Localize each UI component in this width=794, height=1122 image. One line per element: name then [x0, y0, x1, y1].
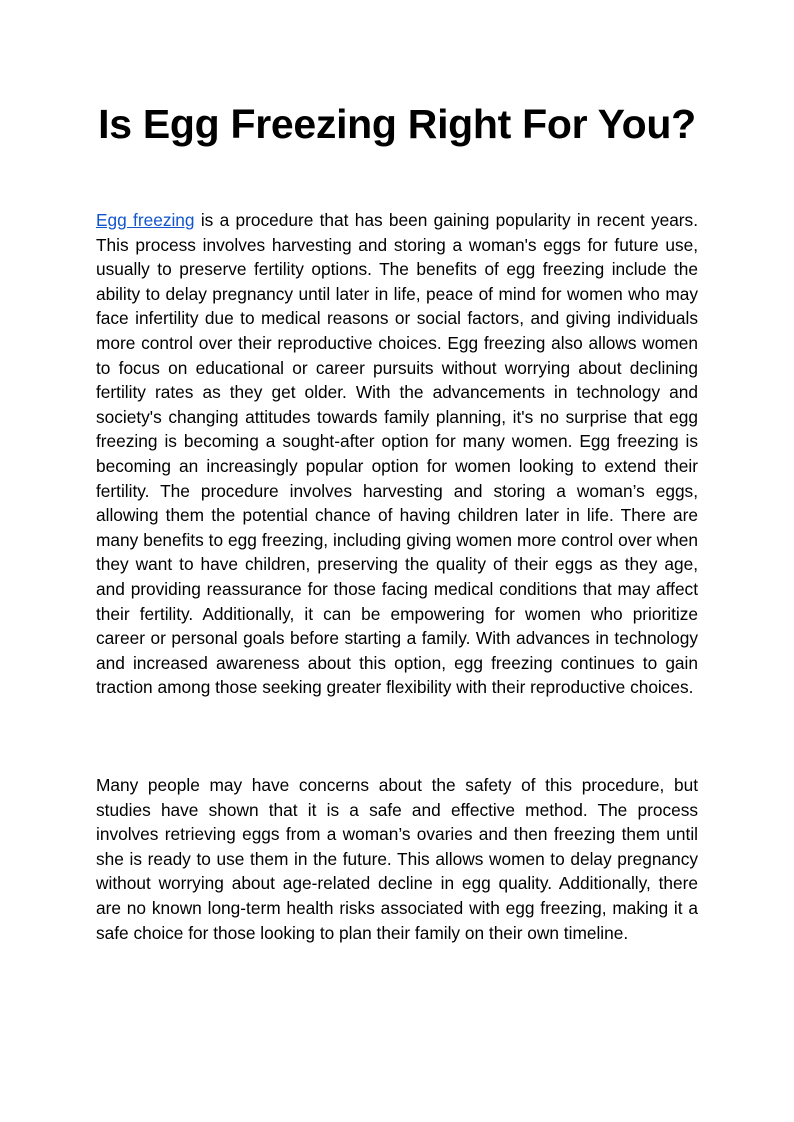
paragraph-safety: Many people may have concerns about the safety of this procedure, but studies have shown that it is a safe and effective method. The process involves retrieving eggs from a woman’s ovaries and then freezing them until she is ready to use them in the future. This allows women to delay pregnancy without worrying about age-related decline in egg quality. Additionally, there are no known long-term health risks associated with egg freezing, making it a safe choice for those looking to plan their family on their own timeline. — [96, 775, 698, 943]
paragraph-intro — [96, 208, 698, 700]
page-title: Is Egg Freezing Right For You? — [98, 101, 696, 147]
egg-freezing-link[interactable]: Egg freezing — [96, 210, 195, 230]
paragraph-intro-text: is a procedure that has been gaining popularity in recent years. This process involves harvesting and storing a woman's eggs for future use, usually to preserve fertility options. The benefits of egg freezing include the ability to delay pregnancy until later in life, peace of mind for women who may face infertility due to medical reasons or social factors, and giving individuals more control over their reproductive choices. Egg freezing also allows women to focus on educational or career pursuits without worrying about declining fertility rates as they get older. With the advancements in technology and society's changing attitudes towards family planning, it's no surprise that egg freezing is becoming a sought-after option for many women. Egg freezing is becoming an increasingly popular option for women looking to extend their fertility. The procedure involves harvesting and storing a woman’s eggs, allowing them the potential chance of having children later in life. There are many benefits to egg freezing, including giving women more control over when they want to have children, preserving the quality of their eggs as they age, and providing reassurance for those facing medical conditions that may affect their fertility. Additionally, it can be empowering for women who prioritize career or personal goals before starting a family. With advances in technology and increased awareness about this option, egg freezing continues to gain traction among those seeking greater flexibility with their reproductive choices. — [96, 210, 699, 698]
